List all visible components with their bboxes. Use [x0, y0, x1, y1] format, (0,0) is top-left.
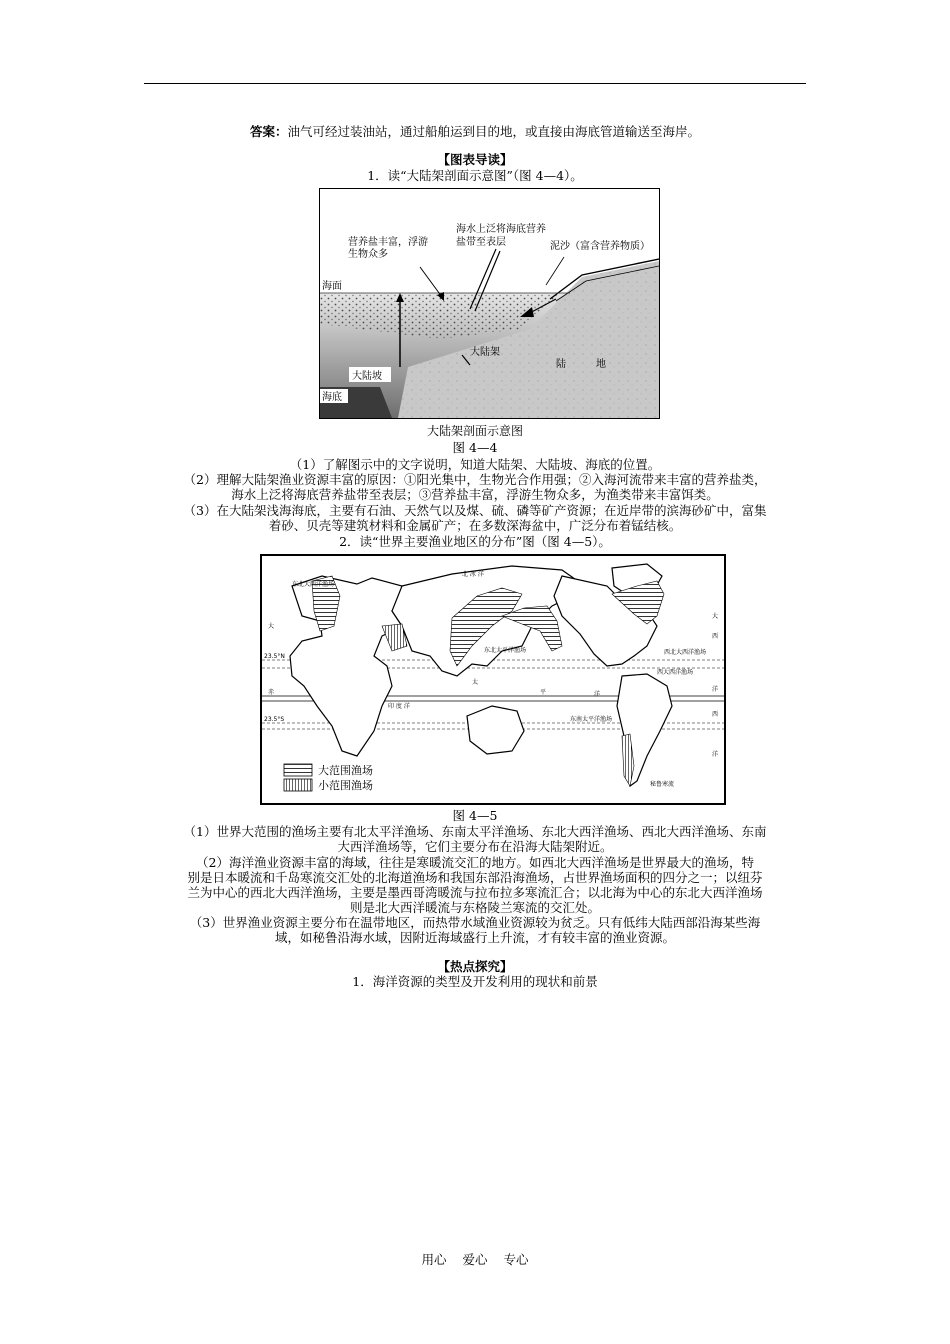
figure-world-fisheries-map	[260, 554, 726, 805]
q2-point-2-cont-1: 别是日本暖流和千岛寒流交汇处的北海道渔场和我国东部沿海渔场，占世界渔场面积的四分之一；以纽芬	[187, 870, 763, 885]
map-label-right-1: 西	[712, 633, 719, 640]
q2-point-2-cont-3: 则是北大西洋暖流与东格陵兰寒流的交汇处。	[349, 900, 600, 915]
label-continental-slope: 大陆坡	[352, 371, 382, 382]
q2-point-2-cont-2: 兰为中心的西北大西洋渔场，主要是墨西哥湾暖流与拉布拉多寒流汇合；以北海为中心的东北大西洋渔场	[187, 885, 763, 900]
legend-small-swatch	[284, 779, 312, 791]
label-upwelling-2: 盐带至表层	[456, 237, 506, 248]
map-label-sw-atlantic-fishery: 西大西洋渔场	[657, 669, 694, 676]
map-label-peru-current: 秘鲁寒流	[650, 781, 675, 788]
legend-large-fishery: 大范围渔场	[318, 764, 373, 777]
figure-continental-shelf	[319, 188, 660, 419]
answer-label: 答案：	[249, 124, 288, 139]
map-label-pacific-2: 平	[540, 689, 547, 696]
map-label-right-2: 洋	[712, 686, 719, 693]
q2-point-1: （1）世界大范围的渔场主要有北太平洋渔场、东南太平洋渔场、东北大西洋渔场、西北大西洋渔场、东南	[183, 824, 767, 839]
page-footer	[0, 1250, 950, 1268]
map-label-atlantic-right: 大	[712, 613, 719, 620]
map-label-indian-ocean: 印 度 洋	[388, 703, 410, 710]
figure-4-4-number: 图 4—4	[452, 440, 498, 455]
label-land-2: 地	[596, 359, 606, 370]
map-label-right-4: 洋	[712, 751, 719, 758]
figure-4-4-caption: 大陆架剖面示意图	[426, 424, 523, 438]
map-label-se-pacific: 东南太平洋渔场	[570, 716, 613, 723]
q1-point-1: （1）了解图示中的文字说明，知道大陆架、大陆坡、海底的位置。	[289, 457, 661, 472]
q1-point-3: （3）在大陆架浅海海底，主要有石油、天然气以及煤、硫、磷等矿产资源；在近岸带的滨海砂矿中，富集	[183, 503, 767, 518]
q2-point-1-cont: 大西洋渔场等，它们主要分布在沿海大陆架附近。	[337, 839, 613, 854]
answer-text: 油气可经过装油站，通过船舶运到目的地，或直接由海底管道输送至海岸。	[287, 124, 701, 139]
label-upwelling-1: 海水上泛将海底营养	[456, 224, 546, 235]
section-title-hot-topics: 【热点探究】	[437, 959, 513, 974]
q2-point-3-cont: 域，如秘鲁沿海水域，因附近海域盛行上升流，才有较丰富的渔业资源。	[274, 930, 675, 945]
label-nutrients-1: 营养盐丰富，浮游	[348, 237, 428, 248]
footer-word-3: 专心	[503, 1252, 529, 1267]
section-title-chart-reading: 【图表导读】	[437, 152, 513, 167]
question-1-intro: 1．读“大陆架剖面示意图”（图 4—4）。	[367, 168, 583, 183]
map-label-arctic: 北 冰 洋	[462, 571, 484, 578]
legend-small-fishery: 小范围渔场	[318, 779, 373, 792]
map-label-atlantic-left: 大	[268, 623, 275, 630]
label-sediment: 泥沙（富含营养物质）	[550, 241, 650, 252]
map-label-ne-pacific: 东北太平洋渔场	[484, 647, 527, 654]
map-label-right-3: 西	[712, 711, 719, 718]
map-label-equator-left: 赤	[268, 689, 275, 696]
header-rule	[144, 83, 806, 84]
label-nutrients-2: 生物众多	[348, 249, 388, 260]
q1-point-3-cont: 着砂、贝壳等建筑材料和金属矿产；在多数深海盆中，广泛分布着锰结核。	[268, 518, 682, 533]
footer-word-1: 用心	[421, 1252, 447, 1267]
label-land-1: 陆	[556, 359, 566, 370]
world-fisheries-map	[262, 556, 724, 803]
map-label-nw-atlantic: 西北大西洋渔场	[664, 649, 707, 656]
q2-point-2: （2）海洋渔业资源丰富的海域，往往是寒暖流交汇的地方。如西北大西洋渔场是世界最大的渔场，特	[196, 855, 754, 870]
q1-point-2-cont: 海水上泛将海底营养盐带至表层；③营养盐丰富，浮游生物众多，为渔类带来丰富饵类。	[231, 487, 719, 502]
figure-4-5-number: 图 4—5	[452, 808, 498, 823]
map-label-pacific-1: 太	[472, 679, 479, 686]
map-label-ne-atlantic: 东北大西洋渔场	[292, 581, 335, 588]
answer-line	[0, 125, 950, 139]
continental-shelf-diagram	[320, 189, 659, 418]
legend-large-swatch	[284, 764, 312, 776]
question-2-intro: 2．读“世界主要渔业地区的分布”图（图 4—5）。	[339, 534, 611, 549]
map-label-tropic-south: 23.5°S	[264, 716, 285, 723]
footer-word-2: 爱心	[462, 1252, 488, 1267]
q2-point-3: （3）世界渔业资源主要分布在温带地区，而热带水域渔业资源较为贫乏。只有低纬大陆西部沿海某些海	[189, 915, 761, 930]
label-sea-surface: 海面	[322, 281, 342, 292]
label-continental-shelf: 大陆架	[470, 347, 500, 358]
label-seabed: 海底	[322, 392, 342, 403]
q1-point-2: （2）理解大陆架渔业资源丰富的原因：①阳光集中，生物光合作用强；②入海河流带来丰富的营养盐类，	[183, 472, 767, 487]
map-label-pacific-3: 洋	[594, 691, 601, 698]
hot-question-1: 1．海洋资源的类型及开发利用的现状和前景	[352, 974, 598, 989]
map-label-tropic-north: 23.5°N	[264, 653, 285, 660]
